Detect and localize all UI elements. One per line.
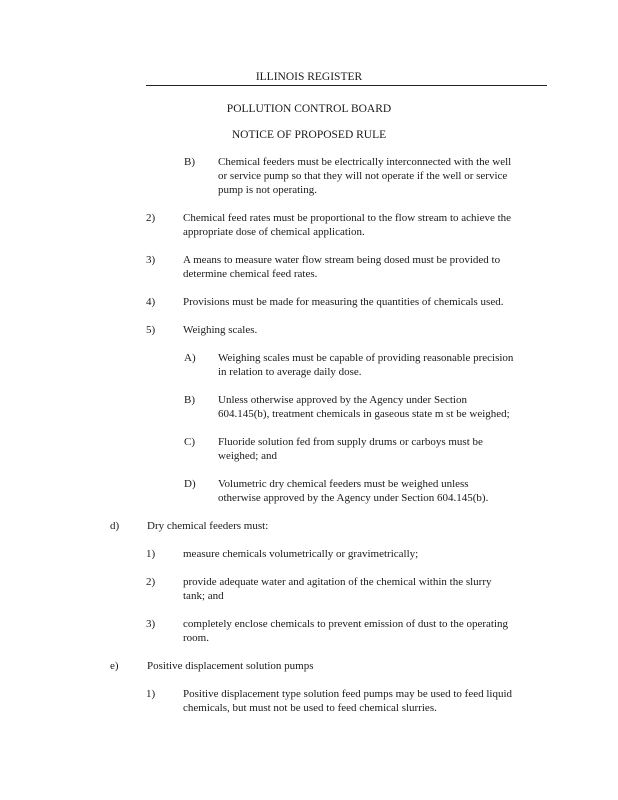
item-label: 2) (146, 576, 156, 588)
item-line: Volumetric dry chemical feeders must be weighed unless (218, 478, 469, 490)
item-line: Fluoride solution fed from supply drums or carboys must be (218, 436, 483, 448)
item-label: 3) (146, 254, 156, 266)
register-title: ILLINOIS REGISTER (255, 71, 363, 83)
item-label: B) (184, 394, 195, 406)
item-label: e) (110, 660, 119, 672)
item-line: Positive displacement type solution feed pumps may be used to feed liquid (183, 688, 513, 700)
item-label: C) (184, 436, 195, 448)
item-text (183, 323, 553, 337)
item-line: or service pump so that they will not operate if the well or service (218, 170, 508, 182)
item-label: d) (110, 520, 120, 532)
item-label: 1) (146, 548, 156, 560)
item-line: Chemical feed rates must be proportional to the flow stream to achieve the (183, 212, 512, 224)
notice-title: NOTICE OF PROPOSED RULE (231, 129, 387, 141)
item-text (183, 253, 553, 281)
item-label: 1) (146, 688, 156, 700)
item-label: 3) (146, 618, 156, 630)
item-line: Weighing scales. (183, 324, 258, 336)
item-line: provide adequate water and agitation of the chemical within the slurry (183, 576, 492, 588)
item-line: chemicals, but must not be used to feed chemical slurries. (183, 702, 437, 714)
item-line: A means to measure water flow stream being dosed must be provided to (183, 254, 501, 266)
item-text (218, 155, 548, 197)
item-line: Weighing scales must be capable of providing reasonable precision (218, 352, 514, 364)
item-line: weighed; and (218, 450, 277, 462)
item-label: 2) (146, 212, 156, 224)
item-label: B) (184, 156, 195, 168)
item-line: Unless otherwise approved by the Agency under Section (218, 394, 467, 406)
item-line: appropriate dose of chemical application. (183, 226, 365, 238)
item-line: determine chemical feed rates. (183, 268, 318, 280)
item-label: 5) (146, 324, 156, 336)
item-text (218, 435, 548, 463)
item-line: in relation to average daily dose. (218, 366, 362, 378)
item-line: Dry chemical feeders must: (147, 520, 269, 532)
item-line: Provisions must be made for measuring the quantities of chemicals used. (183, 296, 504, 308)
item-line: Chemical feeders must be electrically interconnected with the well (218, 156, 512, 168)
item-text (218, 351, 548, 379)
header-rule (146, 85, 547, 86)
item-text (147, 519, 547, 533)
item-line: measure chemicals volumetrically or gravimetrically; (183, 548, 419, 560)
item-text (183, 575, 553, 603)
item-text (147, 659, 547, 673)
item-line: tank; and (183, 590, 224, 602)
item-text (218, 477, 548, 505)
item-line: Positive displacement solution pumps (147, 660, 314, 672)
item-label: A) (184, 352, 196, 364)
item-text (183, 617, 553, 645)
item-label: D) (184, 478, 196, 490)
item-label: 4) (146, 296, 156, 308)
item-text (218, 393, 558, 421)
item-line: completely enclose chemicals to prevent emission of dust to the operating (183, 618, 509, 630)
item-line: otherwise approved by the Agency under Section 604.145(b). (218, 492, 489, 504)
item-line: 604.145(b), treatment chemicals in gaseous state m st be weighed; (218, 408, 510, 420)
item-text (183, 295, 553, 309)
item-text (183, 687, 553, 715)
item-line: room. (183, 632, 209, 644)
board-name: POLLUTION CONTROL BOARD (226, 103, 392, 115)
item-text (183, 211, 553, 239)
item-line: pump is not operating. (218, 184, 317, 196)
item-text (183, 547, 553, 561)
